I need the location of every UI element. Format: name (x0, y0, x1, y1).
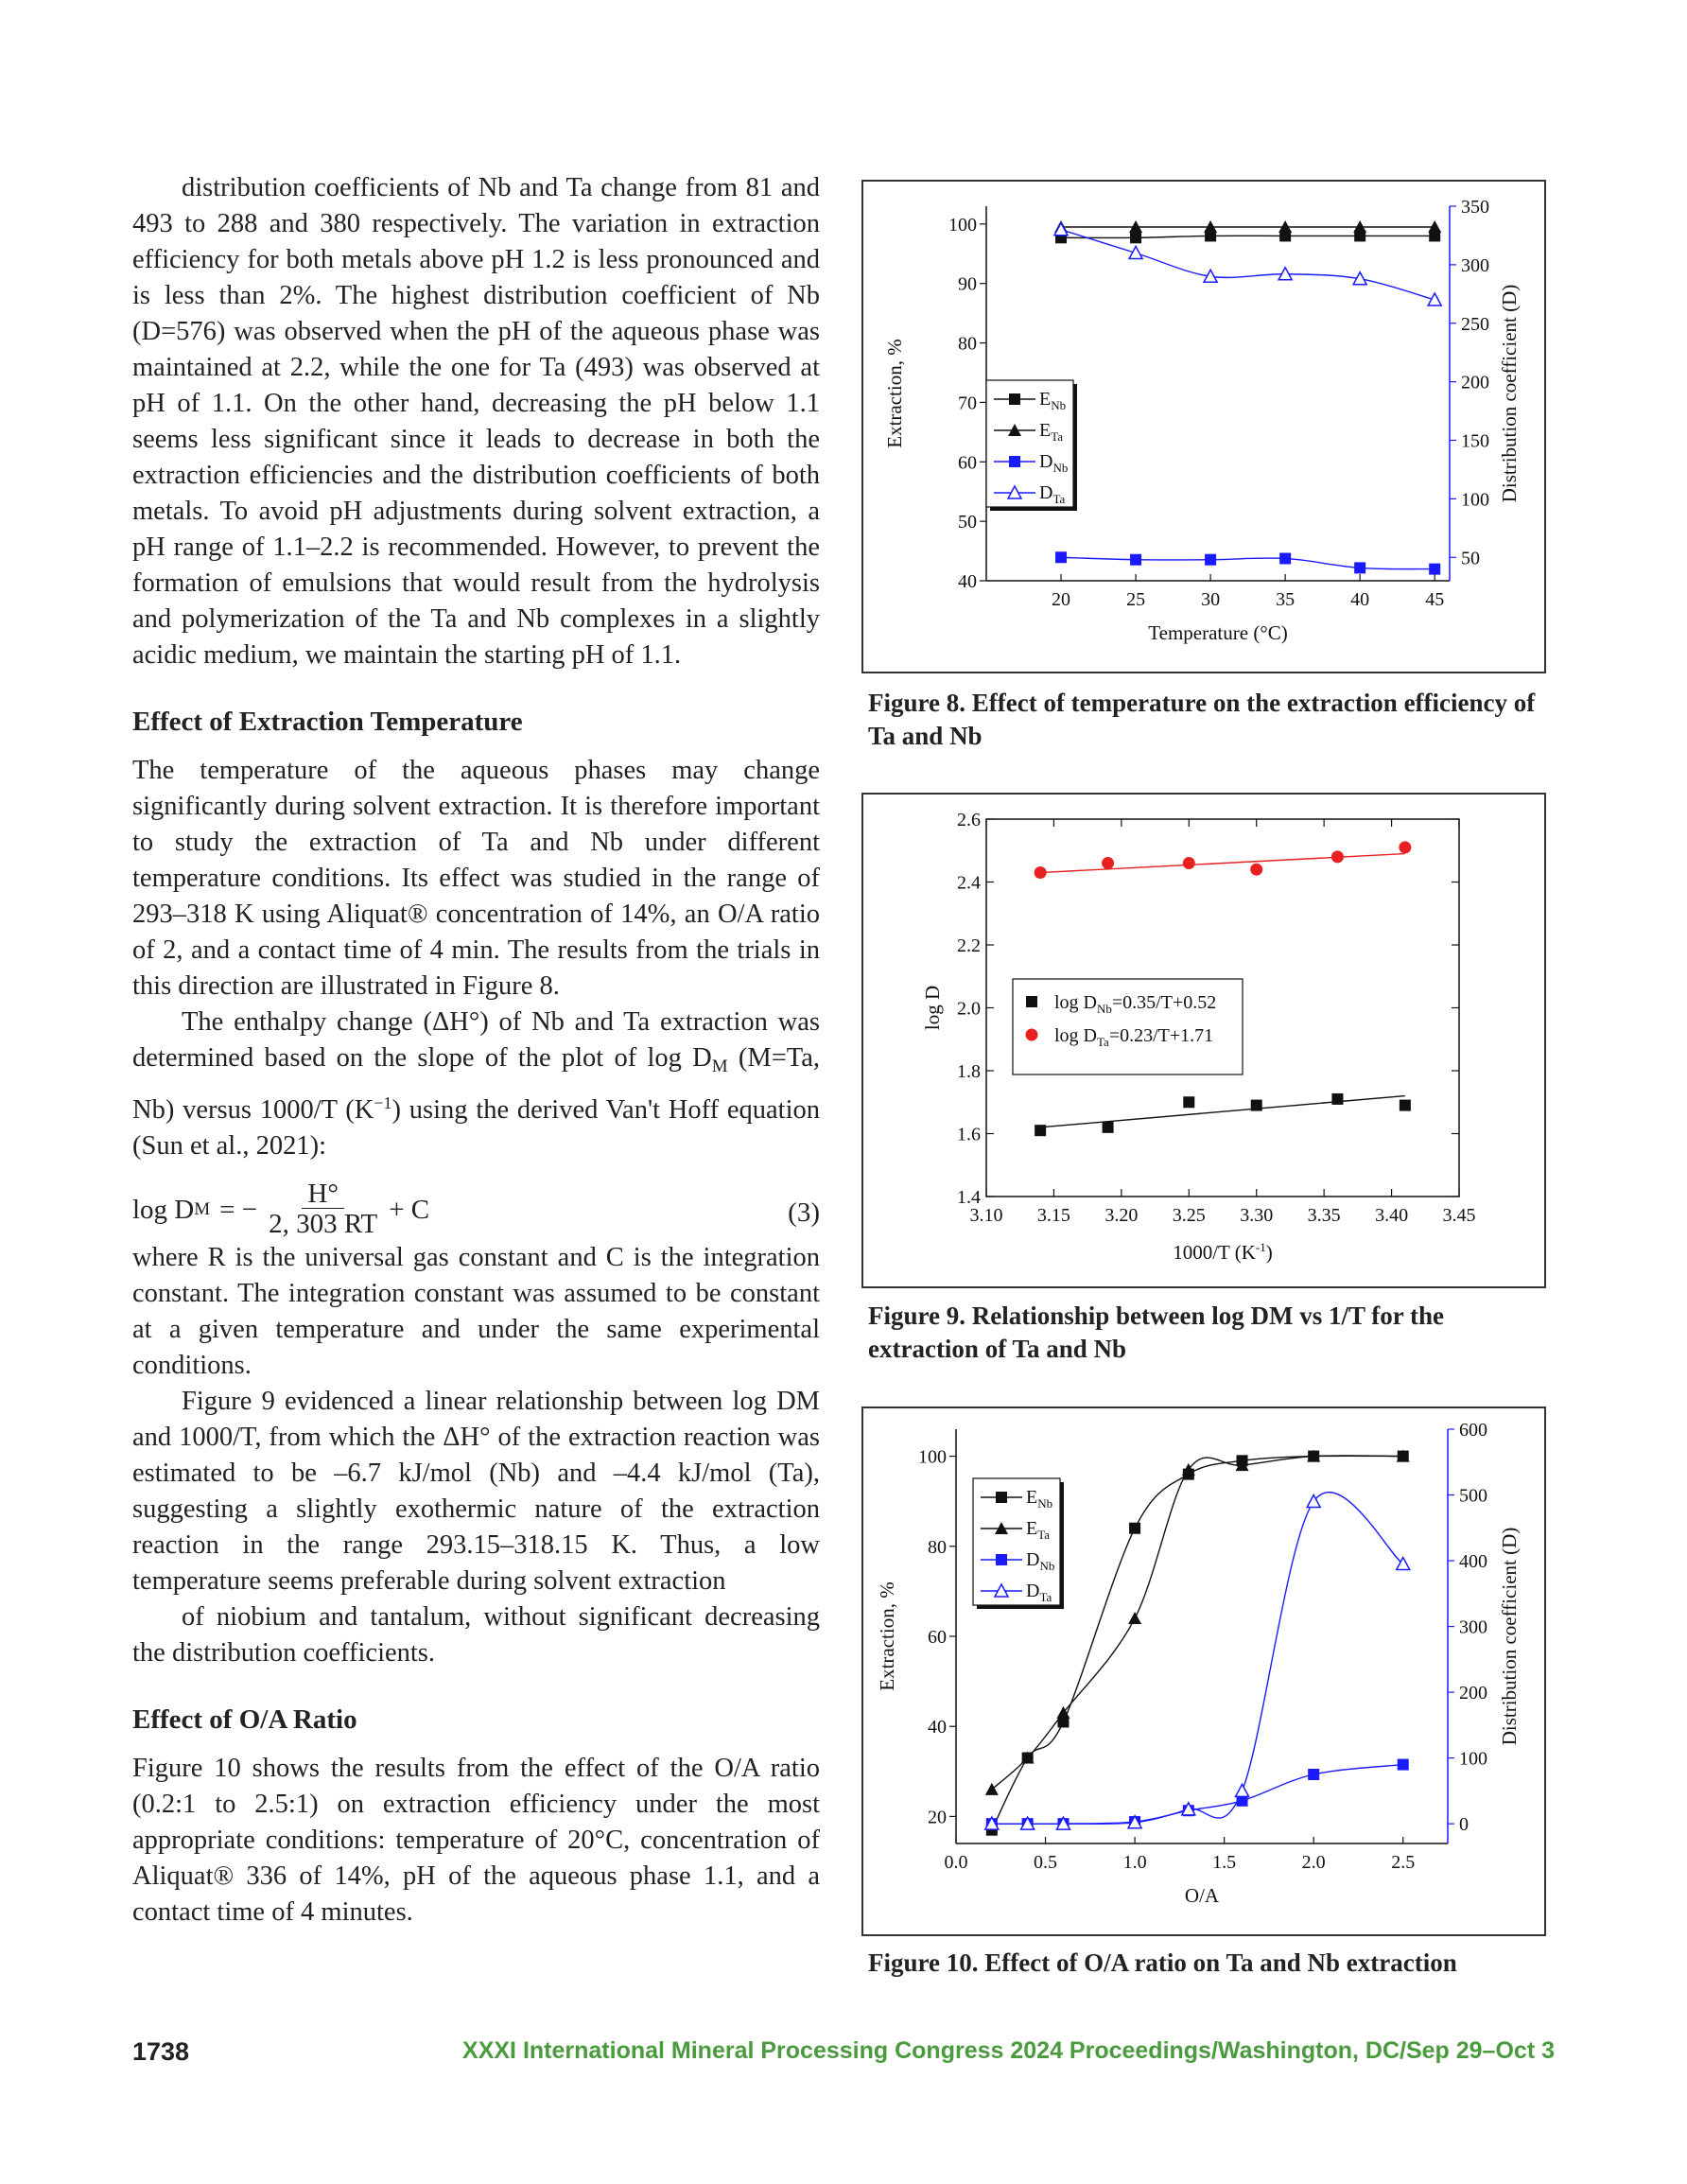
data-point-e-ta (985, 1783, 999, 1795)
data-point-nb (1035, 1125, 1046, 1136)
data-point-d-nb (1429, 564, 1440, 575)
x-tick-label: 1.0 (1122, 1852, 1147, 1873)
figure-9-frame (861, 793, 1546, 1288)
data-point-d-ta (1236, 1784, 1249, 1796)
paragraph-niobium-tantalum: of niobium and tantalum, without significant decreasing the distribution coefficients. (132, 1602, 820, 1668)
heading-oa-ratio: Effect of O/A Ratio (132, 1704, 357, 1735)
x-tick-label: 3.45 (1442, 1205, 1476, 1226)
y-tick-label: 1.4 (957, 1187, 981, 1208)
y2-tick-label: 300 (1461, 254, 1489, 276)
data-point-d-ta (1129, 247, 1142, 259)
legend-marker (1009, 393, 1020, 405)
data-point-d-nb (1398, 1759, 1409, 1771)
legend-label: $D_{Ta}$ (1026, 1581, 1052, 1604)
data-point-d-ta (1428, 293, 1441, 306)
data-point-e-nb (1129, 1523, 1140, 1534)
y2-tick-label: 100 (1461, 489, 1489, 511)
y2-axis-label: Distribution coefficient (D) (1498, 284, 1521, 503)
y-tick-label: 1.6 (957, 1124, 981, 1145)
y2-tick-label: 500 (1459, 1485, 1487, 1507)
data-point-nb (1400, 1100, 1411, 1111)
y2-tick-label: 150 (1461, 430, 1489, 452)
enthalpy-sub: M (711, 1057, 728, 1076)
data-point-nb (1103, 1122, 1114, 1133)
legend-marker (996, 1492, 1007, 1503)
y2-tick-label: 200 (1461, 372, 1489, 393)
figure-10-frame (861, 1406, 1546, 1936)
x-tick-label: 0.0 (944, 1852, 968, 1873)
y-tick-label: 2.2 (957, 935, 981, 956)
fit-line-nb (1040, 1096, 1405, 1127)
equation-lhs: log D (132, 1194, 195, 1225)
legend-marker (1026, 1029, 1038, 1041)
enthalpy-text-c: ) using the derived Van't Hoff equation (Sun et al., 2021): (132, 1095, 820, 1161)
x-tick-label: 3.15 (1036, 1205, 1070, 1226)
figure-9-chart (863, 795, 1544, 1286)
conference-footer: XXXI International Mineral Processing Congress 2024 Proceedings/Washington, DC/Sep 29–Oct 3 (462, 2037, 1555, 2064)
data-point-ta (1102, 857, 1114, 869)
enthalpy-sup: −1 (374, 1093, 392, 1112)
data-point-e-nb (1130, 232, 1141, 243)
y-axis-label: log D (921, 985, 944, 1031)
data-point-e-ta (1128, 1612, 1141, 1624)
series-line-d-nb (992, 1765, 1403, 1825)
figure-8-chart (863, 182, 1544, 672)
y2-tick-label: 350 (1461, 197, 1489, 218)
data-point-d-nb (1055, 551, 1067, 563)
equation-lhs-sub: M (194, 1198, 211, 1219)
y2-tick-label: 250 (1461, 313, 1489, 335)
x-tick-label: 25 (1126, 589, 1146, 610)
x-axis-label: Temperature (°C) (1148, 621, 1288, 644)
legend-label: $D_{Ta}$ (1039, 482, 1066, 506)
x-tick-label: 2.0 (1301, 1852, 1326, 1873)
data-point-ta (1399, 841, 1411, 853)
legend-label: $\log D_{Nb}=0.35/T+0.52$ (1054, 992, 1217, 1016)
y-tick-label: 2.6 (957, 810, 981, 830)
x-tick-label: 20 (1052, 589, 1071, 610)
data-point-d-nb (1130, 554, 1141, 566)
y-tick-label: 80 (958, 333, 977, 355)
x-tick-label: 2.5 (1391, 1852, 1416, 1873)
data-point-d-nb (1279, 552, 1291, 564)
y-tick-label: 40 (958, 571, 977, 592)
y2-tick-label: 50 (1461, 548, 1480, 569)
y2-tick-label: 600 (1459, 1420, 1487, 1441)
legend-label: $D_{Nb}$ (1039, 451, 1069, 475)
left-text-column (132, 170, 820, 1931)
y-axis-label: Extraction, % (883, 339, 906, 448)
y-tick-label: 2.4 (957, 872, 981, 894)
enthalpy-text-b: (M=Ta, Nb) versus 1000/T (K (132, 1043, 820, 1125)
data-point-ta (1331, 850, 1344, 863)
paragraph-integration-constant: where R is the universal gas constant and C is the integration constant. The integration constant was assumed to be constant at a given temperature and under the same experimental conditions. (132, 1243, 820, 1380)
y-tick-label: 90 (958, 273, 977, 295)
legend-label: $E_{Nb}$ (1039, 389, 1067, 412)
y2-tick-label: 400 (1459, 1551, 1487, 1573)
legend-marker (1026, 996, 1037, 1007)
data-point-d-nb (1205, 554, 1216, 566)
y-tick-label: 1.8 (957, 1061, 981, 1082)
figure-9-caption: Figure 9. Relationship between log DM vs 1/T for the extraction of Ta and Nb (868, 1302, 1444, 1363)
y2-tick-label: 200 (1459, 1683, 1487, 1704)
series-line-d-nb (1061, 557, 1435, 568)
legend-label: $D_{Nb}$ (1026, 1549, 1055, 1573)
paragraph-figure9-discussion: Figure 9 evidenced a linear relationship between log DM and 1000/T, from which the ΔH° of the extraction reaction was estimated to be –6.7 kJ/mol (Nb) and –4.4 kJ/mol (Ta), suggesting a slightly exothermic nature of the extraction reaction in the range 293.15–318.15 K. Thus, a low temperature seems preferable during solvent extraction (132, 1387, 820, 1596)
y-tick-label: 20 (928, 1807, 947, 1828)
equation-rhs: + C (389, 1194, 430, 1225)
x-tick-label: 3.40 (1375, 1205, 1409, 1226)
data-point-d-nb (1308, 1769, 1319, 1780)
figure-10-chart (863, 1408, 1544, 1934)
x-tick-label: 35 (1276, 589, 1296, 610)
page-number: 1738 (132, 2037, 190, 2066)
x-axis-label: 1000/T $(K^{-1})$ (1173, 1240, 1273, 1264)
y2-tick-label: 0 (1459, 1814, 1469, 1836)
figure-8-caption: Figure 8. Effect of temperature on the extraction efficiency of Ta and Nb (868, 689, 1536, 750)
x-tick-label: 30 (1201, 589, 1221, 610)
data-point-ta (1250, 864, 1262, 876)
x-tick-label: 3.10 (969, 1205, 1003, 1226)
figure-10-caption: Figure 10. Effect of O/A ratio on Ta and Nb extraction (868, 1948, 1457, 1977)
x-tick-label: 3.20 (1104, 1205, 1139, 1226)
series-line-d-ta (1061, 230, 1435, 300)
y2-tick-label: 300 (1459, 1616, 1487, 1638)
equation-3 (132, 1174, 820, 1238)
y-tick-label: 2.0 (957, 998, 981, 1020)
x-tick-label: 3.35 (1307, 1205, 1341, 1226)
legend-label: $E_{Ta}$ (1039, 420, 1064, 444)
y-tick-label: 60 (958, 452, 977, 474)
enthalpy-text-a: The enthalpy change (ΔH°) of Nb and Ta extraction was determined based on the slope of the plot of log D (132, 1007, 820, 1073)
data-point-nb (1331, 1093, 1343, 1105)
legend-label: $\log D_{Ta}=0.23/T+1.71$ (1054, 1025, 1214, 1049)
x-tick-label: 40 (1350, 589, 1370, 610)
paragraph-enthalpy (132, 1005, 820, 1164)
x-tick-label: 1.5 (1212, 1852, 1237, 1873)
x-axis-label: O/A (1184, 1884, 1220, 1907)
data-point-nb (1183, 1096, 1194, 1108)
legend-label: $E_{Nb}$ (1026, 1487, 1053, 1511)
data-point-d-nb (1354, 562, 1365, 573)
equation-equals: = − (219, 1194, 258, 1225)
y-tick-label: 100 (948, 214, 977, 236)
y2-axis-label: Distribution coefficient (D) (1498, 1527, 1521, 1746)
equation-fraction (263, 1179, 383, 1239)
y-tick-label: 70 (958, 393, 977, 414)
equation-denominator: 2, 303 RT (269, 1209, 378, 1239)
y-tick-label: 100 (918, 1446, 947, 1468)
paragraph-ph-effect: distribution coefficients of Nb and Ta change from 81 and 493 to 288 and 380 respectively. The variation in extraction efficiency for both metals above pH 1.2 is less pronounced and is less than 2%. The highest distribution coefficient of Nb (D=576) was observed when the pH of the aqueous phase was maintained at 2.2, while the one for Ta (493) was observed at pH of 1.1. On the other hand, decreasing the pH below 1.1 seems less significant since it leads to decrease in both the extraction efficiencies and the distribution coefficients of both metals. To avoid pH adjustments during solvent extraction, a pH range of 1.1–2.2 is recommended. However, to prevent the formation of emulsions that would result from the hydrolysis and polymerization of the Ta and Nb complexes in a slightly acidic medium, we maintain the starting pH of 1.1. (132, 173, 820, 670)
fit-line-ta (1040, 854, 1405, 873)
x-tick-label: 0.5 (1034, 1852, 1058, 1873)
x-tick-label: 3.25 (1172, 1205, 1206, 1226)
heading-extraction-temperature: Effect of Extraction Temperature (132, 707, 523, 737)
data-point-ta (1035, 866, 1047, 879)
legend-marker (996, 1554, 1007, 1565)
paragraph-oa-ratio: Figure 10 shows the results from the effect of the O/A ratio (0.2:1 to 2.5:1) on extraction efficiency under the most appropriate conditions: temperature of 20°C, concentration of Aliquat® 336 of 14%, pH of the aqueous phase 1.1, and a contact time of 4 minutes. (132, 1754, 820, 1927)
y-tick-label: 60 (928, 1627, 947, 1648)
equation-numerator: H° (302, 1179, 344, 1209)
legend-label: $E_{Ta}$ (1026, 1518, 1051, 1542)
y-tick-label: 50 (958, 512, 977, 533)
legend-marker (1009, 456, 1020, 467)
x-tick-label: 45 (1425, 589, 1445, 610)
figure-8-frame (861, 180, 1546, 673)
y-tick-label: 40 (928, 1717, 947, 1738)
paragraph-temperature-intro: The temperature of the aqueous phases may change significantly during solvent extraction. It is therefore important to study the extraction of Ta and Nb under different temperature conditions. Its effect was studied in the range of 293–318 K using Aliquat® concentration of 14%, an O/A ratio of 2, and a contact time of 4 min. The results from the trials in this direction are illustrated in Figure 8. (132, 756, 820, 1001)
y-tick-label: 80 (928, 1536, 947, 1558)
data-point-nb (1251, 1100, 1262, 1111)
equation-number: (3) (788, 1197, 820, 1228)
y-axis-label: Extraction, % (876, 1581, 898, 1691)
data-point-ta (1183, 857, 1195, 869)
x-tick-label: 3.30 (1240, 1205, 1274, 1226)
series-line-e-nb (1061, 236, 1435, 237)
y2-tick-label: 100 (1459, 1748, 1487, 1770)
